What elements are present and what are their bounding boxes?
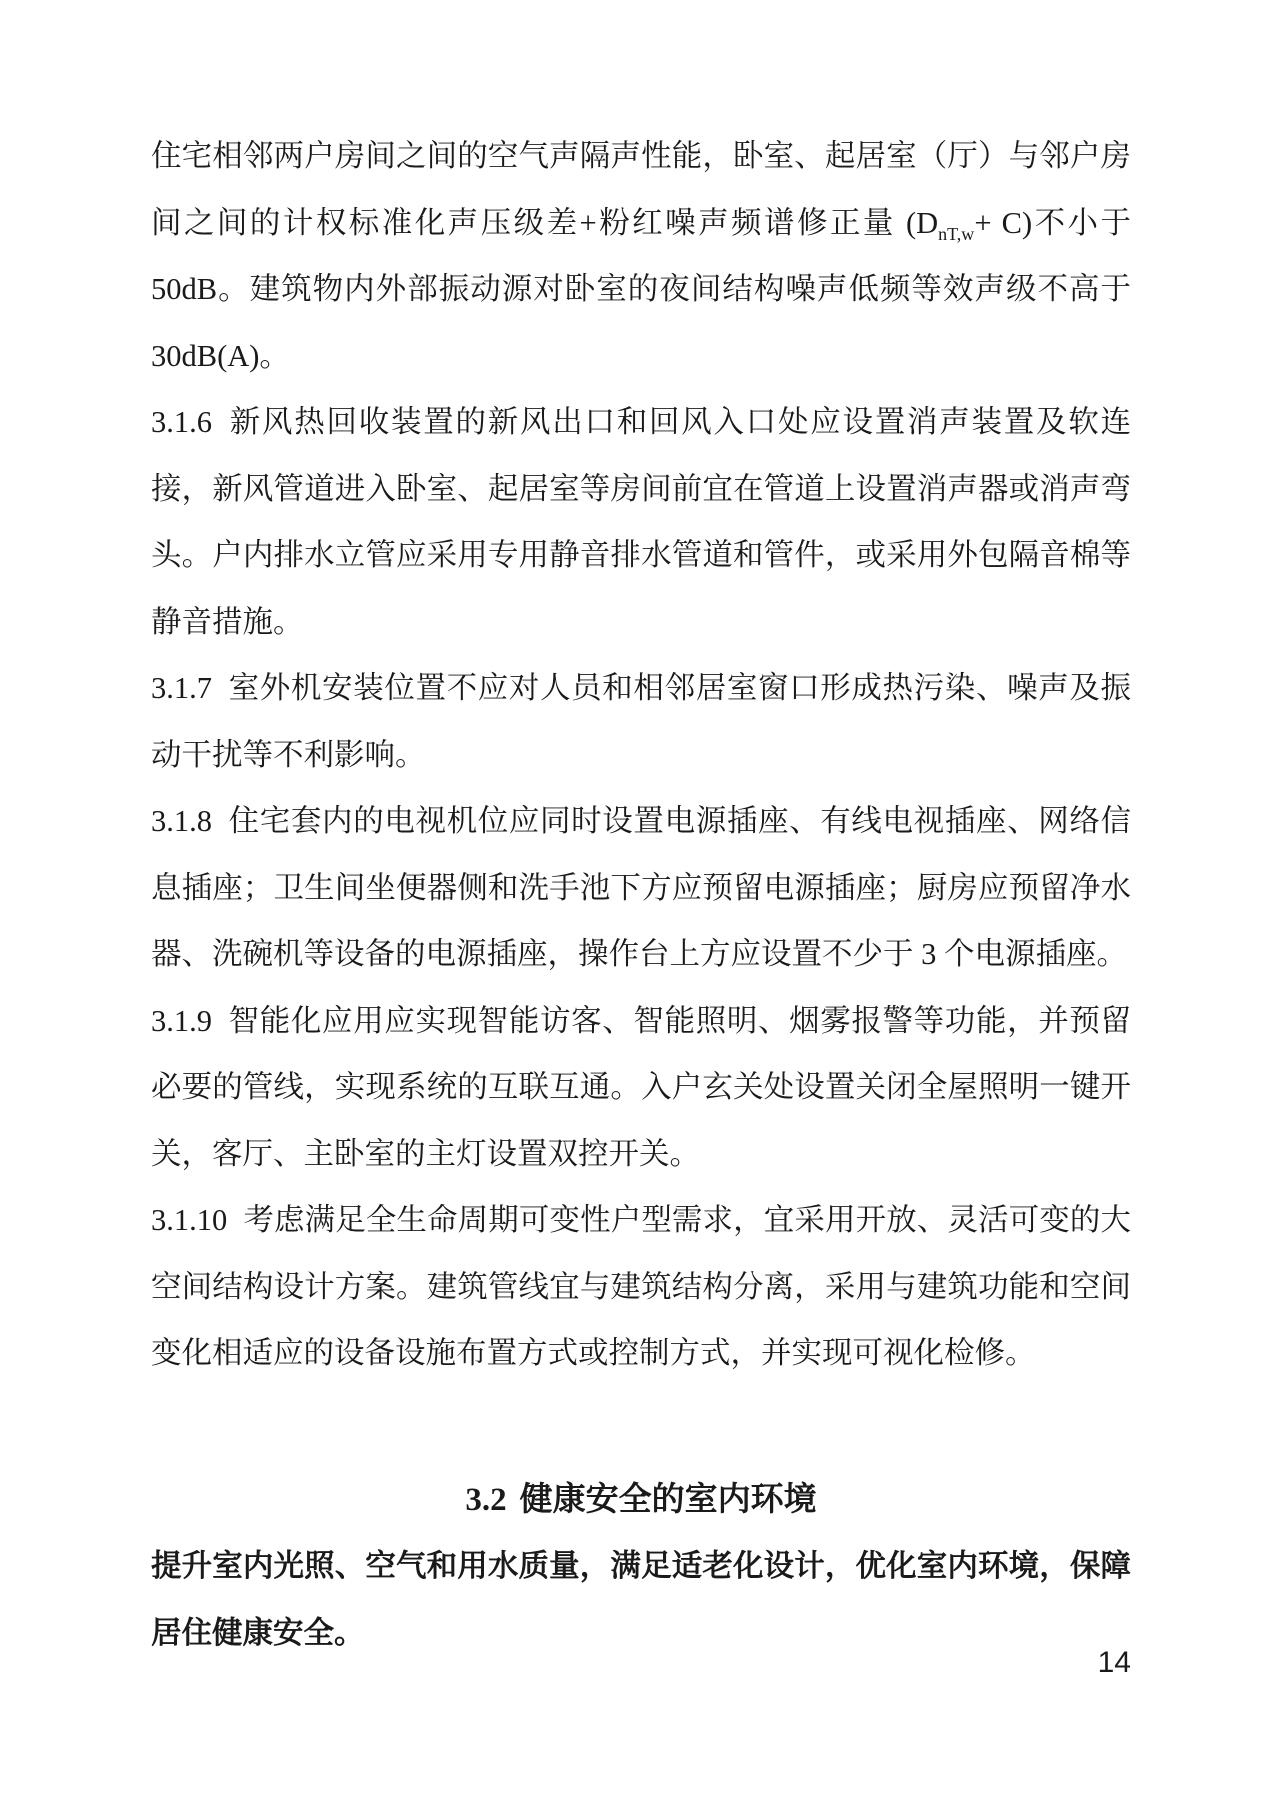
clause-3-1-9 — [151, 988, 1131, 1188]
clause-3-1-9-text: 智能化应用应实现智能访客、智能照明、烟雾报警等功能，并预留必要的管线，实现系统的互联互通。入户玄关处设置关闭全屋照明一键开关，客厅、主卧室的主灯设置双控开关。 — [151, 1003, 1131, 1171]
clause-3-1-6 — [151, 389, 1131, 655]
clause-3-1-7-number: 3.1.7 — [151, 671, 212, 705]
clause-3-1-8-number: 3.1.8 — [151, 804, 212, 838]
paragraph-acoustic-requirements — [151, 123, 1131, 389]
clause-3-1-9-number: 3.1.9 — [151, 1003, 212, 1038]
clause-3-1-10-text: 考虑满足全生命周期可变性户型需求，宜采用开放、灵活可变的大空间结构设计方案。建筑管线宜与建筑结构分离，采用与建筑功能和空间变化相适应的设备设施布置方式或控制方式，并实现可视化检修。 — [151, 1203, 1131, 1370]
clause-3-1-8-text: 住宅套内的电视机位应同时设置电源插座、有线电视插座、网络信息插座；卫生间坐便器侧和洗手池下方应预留电源插座；厨房应预留净水器、洗碗机等设备的电源插座，操作台上方应设置不少于 3 个电源插座。 — [151, 804, 1131, 971]
clause-3-1-8 — [151, 788, 1131, 988]
clause-3-1-10 — [151, 1187, 1131, 1387]
clause-3-1-7-text: 室外机安装位置不应对人员和相邻居室窗口形成热污染、噪声及振动干扰等不利影响。 — [151, 671, 1131, 772]
section-heading-3-2 — [151, 1466, 1131, 1534]
paragraph-acoustic-text-after-subscript: + C)不小于50dB。建筑物内外部振动源对卧室的夜间结构噪声低频等效声级不高于 30dB(A)。 — [151, 205, 1131, 373]
paragraph-acoustic-text-before-subscript: 住宅相邻两户房间之间的空气声隔声性能，卧室、起居室（厅）与邻户房间之间的计权标准化声压级差+粉红噪声频谱修正量 (D — [151, 139, 1131, 240]
dnt-w-subscript: nT,w — [938, 223, 975, 244]
section-heading-number: 3.2 — [465, 1481, 507, 1518]
clause-3-1-6-number: 3.1.6 — [151, 405, 212, 439]
clause-3-1-6-text: 新风热回收装置的新风出口和回风入口处应设置消声装置及软连接，新风管道进入卧室、起居室等房间前宜在管道上设置消声器或消声弯头。户内排水立管应采用专用静音排水管道和管件，或采用外包隔音棉等静音措施。 — [151, 405, 1131, 639]
section-heading-title: 健康安全的室内环境 — [519, 1479, 817, 1517]
page-number: 14 — [1097, 1646, 1131, 1679]
clause-3-1-10-number: 3.1.10 — [151, 1203, 228, 1237]
section-lead-paragraph: 提升室内光照、空气和用水质量，满足适老化设计，优化室内环境，保障居住健康安全。 — [151, 1549, 1131, 1650]
text-block — [151, 123, 1131, 1666]
clause-3-1-7 — [151, 655, 1131, 788]
